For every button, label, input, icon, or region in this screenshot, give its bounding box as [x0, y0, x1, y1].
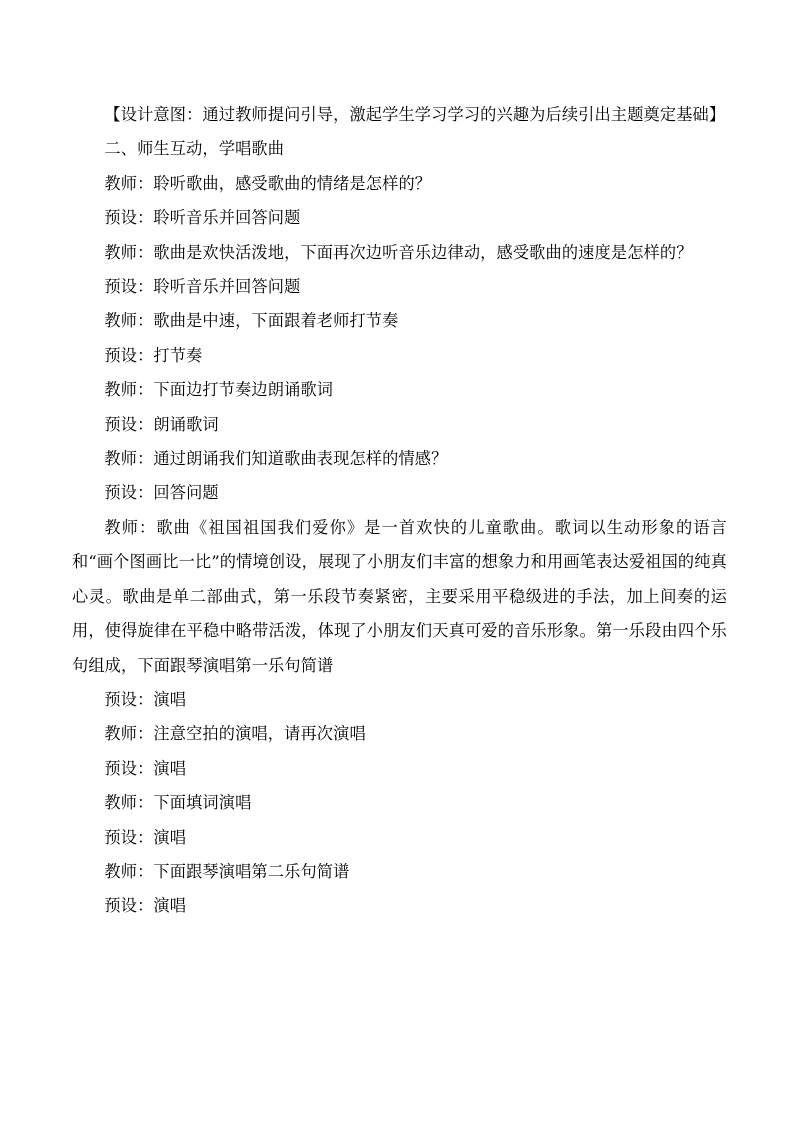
preset-line: 预设：演唱 [104, 689, 187, 709]
preset-line: 预设：演唱 [104, 827, 187, 847]
preset-line: 预设：打节奏 [104, 345, 203, 365]
teacher-line: 教师：下面跟琴演唱第二乐句简谱 [104, 861, 350, 881]
teacher-line: 教师：聆听歌曲，感受歌曲的情绪是怎样的？ [104, 173, 432, 193]
teacher-line: 教师：下面填词演唱 [104, 793, 252, 813]
section-heading: 二、师生互动，学唱歌曲 [104, 139, 285, 159]
preset-line: 预设：聆听音乐并回答问题 [104, 277, 301, 297]
preset-line: 预设：演唱 [104, 896, 187, 916]
teacher-song-description: 教师：歌曲《祖国祖国我们爱你》是一首欢快的儿童歌曲。歌词以生动形象的语言和“画个图画比一比”的情境创设，展现了小朋友们丰富的想象力和用画笔表达爱祖国的纯真心灵。歌曲是单二部曲式，第一乐段节奏紧密，主要采用平稳级进的手法，加上间奏的运用，使得旋律在平稳中略带活泼，体现了小朋友们天真可爱的音乐形象。第一乐段由四个乐句组成，下面跟琴演唱第一乐句简谱 [72, 517, 727, 675]
document-body [72, 98, 727, 924]
preset-line: 预设：演唱 [104, 758, 187, 778]
teacher-line: 教师：歌曲是欢快活泼地，下面再次边听音乐边律动，感受歌曲的速度是怎样的？ [104, 242, 693, 262]
teacher-line: 教师：通过朗诵我们知道歌曲表现怎样的情感？ [104, 449, 448, 469]
teacher-line: 教师：注意空拍的演唱，请再次演唱 [104, 724, 366, 744]
teacher-line: 教师：歌曲是中速，下面跟着老师打节奏 [104, 311, 399, 331]
teacher-line: 教师：下面边打节奏边朗诵歌词 [104, 380, 334, 400]
preset-line: 预设：回答问题 [104, 483, 219, 503]
preset-line: 预设：朗诵歌词 [104, 414, 219, 434]
design-intent-note: 【设计意图：通过教师提问引导，激起学生学习学习的兴趣为后续引出主题奠定基础】 [104, 105, 726, 124]
preset-line: 预设：聆听音乐并回答问题 [104, 208, 301, 228]
